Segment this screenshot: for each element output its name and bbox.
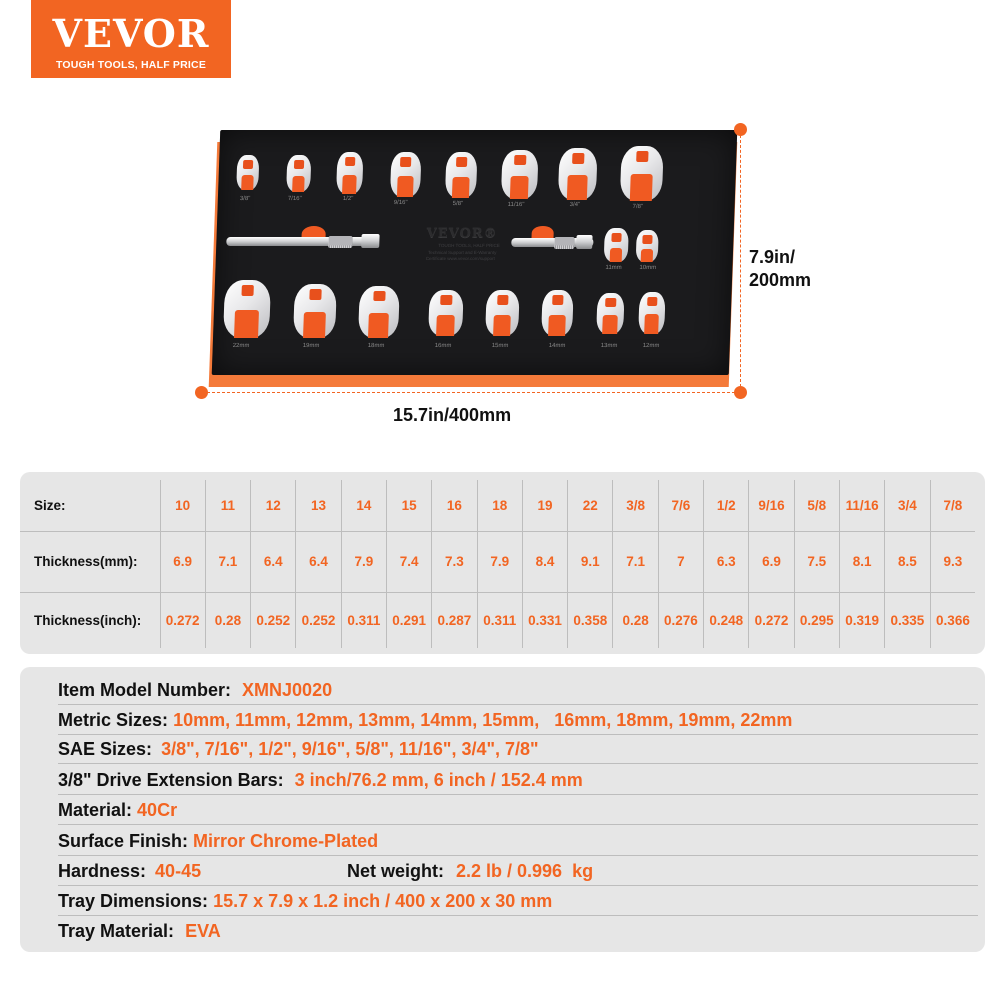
- size-cell: 7/8: [930, 480, 975, 531]
- wrench-14mm: [541, 290, 574, 336]
- wrench-10mm: [636, 230, 659, 262]
- thickness-mm-cell: 8.1: [839, 531, 884, 592]
- spec-row-sae-sizes: [58, 734, 978, 764]
- spec-value: 40-45: [155, 861, 202, 881]
- thickness-mm-cell: 6.9: [160, 531, 205, 592]
- size-thickness-table-panel: [20, 472, 985, 654]
- spec-value: 40Cr: [137, 800, 178, 820]
- spec-label: 3/8" Drive Extension Bars:: [58, 770, 284, 790]
- spec-value: 10mm, 11mm, 12mm, 13mm, 14mm, 15mm, 16mm, 18mm, 19mm, 22mm: [173, 710, 793, 730]
- thickness-inch-cell: 0.248: [704, 592, 749, 648]
- spec-row-hardness-weight: [58, 856, 978, 886]
- size-cell: 13: [296, 480, 341, 531]
- thickness-mm-cell: 8.4: [522, 531, 567, 592]
- extension-bar-6in-end: [361, 234, 379, 248]
- spec-row-tray-dimensions: [58, 886, 978, 916]
- thickness-inch-cell: 0.311: [341, 592, 386, 648]
- wrench-12mm: [638, 292, 665, 334]
- wrench-sae-1-2: [336, 152, 363, 194]
- spec-row-material: [58, 795, 978, 825]
- thickness-mm-cell: 9.1: [568, 531, 613, 592]
- tray-support-line1: Technical Support and E-Warranty: [427, 250, 497, 255]
- wrench-16mm: [428, 290, 464, 336]
- table-row-size: [20, 480, 975, 531]
- spec-label: Item Model Number:: [58, 680, 232, 700]
- thickness-inch-cell: 0.358: [568, 592, 613, 648]
- row-header-thickness-mm: Thickness(mm):: [20, 531, 160, 592]
- label-sae-3-4: 3/4": [569, 202, 581, 208]
- wrench-sae-3-4: [558, 148, 598, 200]
- wrench-11mm: [604, 228, 629, 262]
- spec-label: SAE Sizes:: [58, 739, 153, 759]
- label-11mm: 11mm: [605, 265, 622, 271]
- wrench-18mm: [358, 286, 400, 338]
- table-row-thickness-mm: [20, 531, 975, 592]
- size-cell: 3/8: [613, 480, 658, 531]
- tray-support-line2: Certificate www.vevor.com/support: [425, 256, 495, 261]
- label-sae-5-8: 5/8": [452, 201, 464, 207]
- thickness-mm-cell: 6.3: [704, 531, 749, 592]
- spec-value: 3 inch/76.2 mm, 6 inch / 152.4 mm: [294, 770, 583, 790]
- label-sae-3-8: 3/8": [239, 196, 251, 202]
- spec-label: Metric Sizes:: [58, 710, 169, 730]
- label-19mm: 19mm: [302, 343, 320, 349]
- row-header-thickness-inch: Thickness(inch):: [34, 612, 142, 628]
- tray-brand-logo: VEVOR®: [426, 226, 498, 241]
- spec-label: Tray Dimensions:: [58, 891, 209, 911]
- thickness-mm-cell: 7.9: [341, 531, 386, 592]
- label-sae-11-16: 11/16": [507, 202, 525, 208]
- size-cell: 14: [341, 480, 386, 531]
- thickness-inch-cell: 0.366: [930, 592, 975, 648]
- wrench-sae-5-8: [445, 152, 478, 198]
- thickness-mm-cell: 9.3: [930, 531, 975, 592]
- size-cell: 3/4: [885, 480, 930, 531]
- spec-label: Net weight:: [347, 861, 444, 881]
- thickness-mm-cell: 7.5: [794, 531, 839, 592]
- vevor-logo: [31, 0, 231, 78]
- label-sae-9-16: 9/16": [393, 200, 408, 206]
- wrench-15mm: [485, 290, 520, 336]
- extension-bar-3in-end: [576, 235, 592, 249]
- size-cell: 10: [160, 480, 205, 531]
- extension-bar-6in-knurl: [328, 236, 352, 248]
- product-tray-image: [203, 130, 733, 385]
- wrench-sae-7-16: [286, 155, 311, 192]
- thickness-inch-cell: 0.291: [386, 592, 431, 648]
- wrench-13mm: [596, 293, 624, 334]
- size-cell: 9/16: [749, 480, 794, 531]
- spec-label: Hardness:: [58, 861, 147, 881]
- specifications-panel: [20, 667, 985, 952]
- tray-foam: [212, 130, 738, 375]
- wrench-sae-7-8: [620, 146, 664, 201]
- spec-value: 3/8", 7/16", 1/2", 9/16", 5/8", 11/16", 3/4", 7/8": [161, 739, 539, 759]
- spec-value: 15.7 x 7.9 x 1.2 inch / 400 x 200 x 30 mm: [213, 891, 553, 911]
- spec-value: XMNJ0020: [242, 680, 333, 700]
- label-18mm: 18mm: [367, 343, 385, 349]
- size-cell: 1/2: [704, 480, 749, 531]
- thickness-inch-cell: 0.252: [251, 592, 296, 648]
- label-12mm: 12mm: [642, 343, 660, 349]
- spec-row-extension-bars: [58, 765, 978, 795]
- thickness-inch-cell: 0.287: [432, 592, 477, 648]
- thickness-mm-cell: 6.9: [749, 531, 794, 592]
- row-header-size: Size:: [20, 480, 160, 531]
- spec-label: Surface Finish:: [58, 831, 189, 851]
- logo-tagline: TOUGH TOOLS, HALF PRICE: [55, 59, 207, 71]
- spec-label: Material:: [58, 800, 133, 820]
- thickness-mm-cell: 7.1: [613, 531, 658, 592]
- thickness-mm-cell: 7.3: [432, 531, 477, 592]
- height-dim-label: [749, 246, 811, 292]
- extension-bar-3in-knurl: [554, 237, 574, 249]
- label-16mm: 16mm: [434, 343, 452, 349]
- label-sae-7-16: 7/16": [287, 196, 302, 202]
- spec-value: EVA: [185, 921, 221, 941]
- spec-row-metric-sizes: [58, 705, 978, 735]
- thickness-inch-cell: 0.276: [658, 592, 703, 648]
- size-cell: 5/8: [794, 480, 839, 531]
- thickness-mm-cell: 7.9: [477, 531, 522, 592]
- thickness-mm-cell: 7: [658, 531, 703, 592]
- thickness-inch-cell: 0.28: [205, 592, 250, 648]
- size-cell: 11/16: [839, 480, 884, 531]
- label-13mm: 13mm: [600, 343, 618, 349]
- wrench-sae-3-8: [236, 155, 259, 190]
- size-cell: 18: [477, 480, 522, 531]
- thickness-inch-cell: 0.311: [477, 592, 522, 648]
- thickness-mm-cell: 6.4: [251, 531, 296, 592]
- size-cell: 11: [205, 480, 250, 531]
- thickness-inch-cell: 0.272: [749, 592, 794, 648]
- size-cell: 7/6: [658, 480, 703, 531]
- spec-row-surface-finish: [58, 826, 978, 856]
- thickness-inch-cell: 0.28: [613, 592, 658, 648]
- wrench-sae-9-16: [390, 152, 422, 197]
- label-10mm: 10mm: [639, 265, 657, 271]
- size-cell: 19: [522, 480, 567, 531]
- height-dim-line: [740, 130, 741, 392]
- width-dim-line: [202, 392, 740, 393]
- size-cell: 15: [386, 480, 431, 531]
- thickness-inch-cell: 0.319: [839, 592, 884, 648]
- spec-value: 2.2 lb / 0.996 kg: [456, 861, 594, 881]
- thickness-inch-cell: 0.252: [296, 592, 341, 648]
- height-dim-line1: 7.9in/: [749, 247, 796, 267]
- wrench-22mm: [223, 280, 271, 338]
- label-15mm: 15mm: [491, 343, 509, 349]
- thickness-mm-cell: 8.5: [885, 531, 930, 592]
- wrench-19mm: [293, 284, 337, 338]
- wrench-sae-11-16: [501, 150, 539, 199]
- label-14mm: 14mm: [548, 343, 566, 349]
- tray-brand-sub: TOUGH TOOLS, HALF PRICE: [438, 243, 500, 248]
- size-cell: 12: [251, 480, 296, 531]
- spec-row-tray-material: [58, 916, 978, 946]
- thickness-mm-cell: 7.1: [205, 531, 250, 592]
- table-row-thickness-inch: [20, 592, 975, 648]
- label-sae-7-8: 7/8": [632, 204, 644, 210]
- label-22mm: 22mm: [232, 343, 250, 349]
- thickness-mm-cell: 6.4: [296, 531, 341, 592]
- thickness-inch-cell: 0.331: [522, 592, 567, 648]
- size-cell: 16: [432, 480, 477, 531]
- height-dim-line2: 200mm: [749, 270, 812, 290]
- spec-value: Mirror Chrome-Plated: [193, 831, 379, 851]
- thickness-inch-cell: 0.272: [160, 592, 205, 648]
- logo-brand: VEVOR: [52, 11, 210, 56]
- size-cell: 22: [568, 480, 613, 531]
- spec-row-model: [58, 675, 978, 705]
- thickness-inch-cell: 0.335: [885, 592, 930, 648]
- size-thickness-table: [20, 480, 975, 648]
- spec-label: Tray Material:: [58, 921, 175, 941]
- width-dim-label: 15.7in/400mm: [393, 405, 512, 425]
- thickness-inch-cell: 0.295: [794, 592, 839, 648]
- label-sae-1-2: 1/2": [342, 196, 354, 202]
- thickness-mm-cell: 7.4: [386, 531, 431, 592]
